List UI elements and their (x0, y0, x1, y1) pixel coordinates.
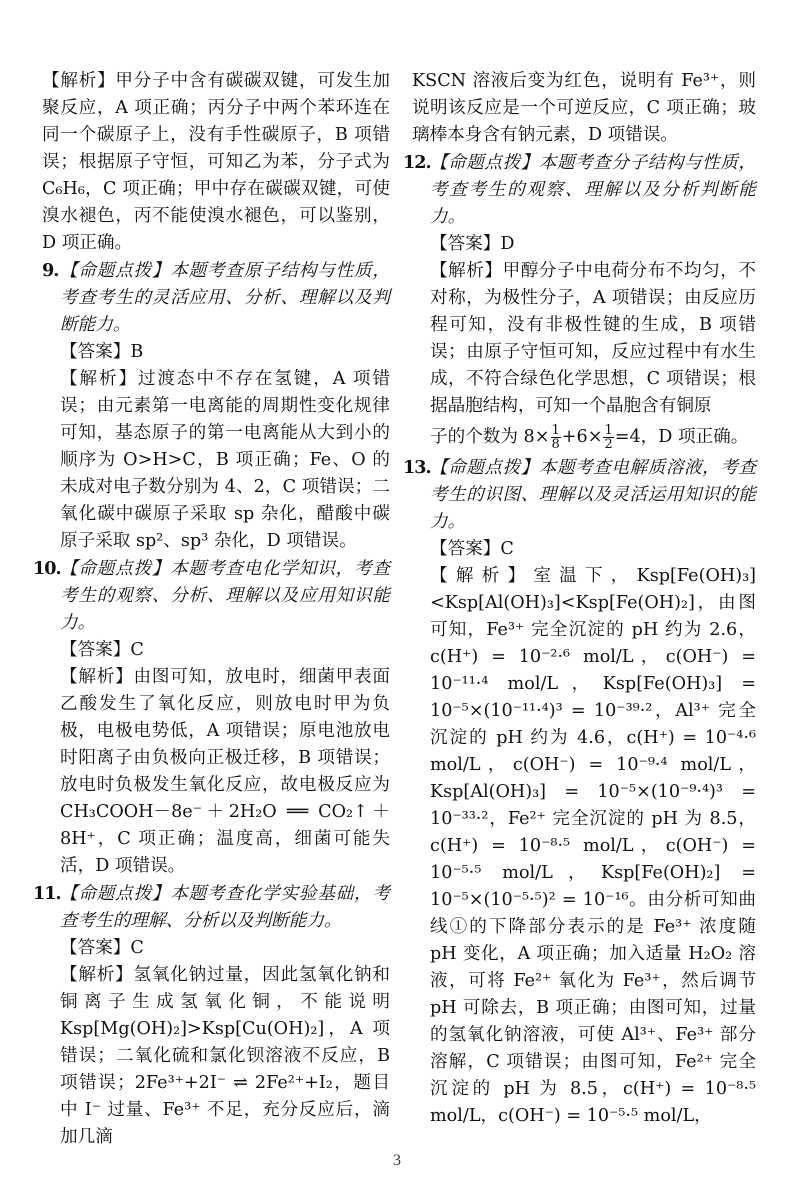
q12-number: 12. (403, 152, 431, 173)
q10-header (33, 555, 390, 637)
fraction-numerator: 1 (604, 422, 613, 438)
q12-answer: 【答案】D (430, 234, 515, 254)
q13-answer: 【答案】C (430, 539, 514, 559)
left-column (33, 68, 390, 1151)
q13-header (403, 454, 756, 536)
q8-analysis: 【解析】甲分子中含有碳碳双键，可发生加聚反应，A 项正确；丙分子中两个苯环连在同一个碳原子上，没有手性碳原子，B 项错误；根据原子守恒，可知乙为苯，分子式为 C₆H₆，C 项正确；甲中存在碳碳双键，可使溴水褪色，丙不能使溴水褪色，可以鉴别，D 项正确。 (42, 71, 390, 253)
right-column (403, 68, 756, 1130)
q9-key-point: 【命题点拨】本题考查原子结构与性质，考查考生的灵活应用、分析、理解以及判断能力。 (60, 261, 390, 335)
q9-analysis: 【解析】过渡态中不存在氢键，A 项错误；由元素第一电离能的周期性变化规律可知，基态原子的第一电离能从大到小的顺序为 O>H>C，B 项正确；Fe、O 的未成对电子数分别为 4、2，C 项错误；二氧化碳中碳原子采取 sp 杂化，醋酸中碳原子采取 sp²、sp³ 杂化，D 项错误。 (60, 369, 390, 551)
q10-number: 10. (33, 558, 61, 579)
q9-answer: 【答案】B (60, 342, 144, 362)
q10-answer: 【答案】C (60, 640, 144, 660)
q12-tail-pre: 子的个数为 8× (430, 427, 550, 447)
fraction-one-eighth (551, 424, 561, 451)
q9-header (42, 257, 390, 339)
q13-analysis: 【解析】室温下，Ksp[Fe(OH)₃]<Ksp[Al(OH)₃]<Ksp[Fe(OH)₂]，由图可知，Fe³⁺ 完全沉淀的 pH 约为 2.6，c(H⁺) = 10⁻²·⁶ mol/L，c(OH⁻) = 10⁻¹¹·⁴ mol/L，Ksp[Fe(OH)₃] = 10⁻⁵×(10⁻¹¹·⁴)³ = 10⁻³⁹·²，Al³⁺ 完全沉淀的 pH 约为 4.6，c(H⁺) = 10⁻⁴·⁶ mol/L，c(OH⁻) = 10⁻⁹·⁴ mol/L，Ksp[Al(OH)₃] = 10⁻⁵×(10⁻⁹·⁴)³ = 10⁻³³·²，Fe²⁺ 完全沉淀的 pH 为 8.5，c(H⁺) = 10⁻⁸·⁵ mol/L，c(OH⁻) = 10⁻⁵·⁵ mol/L，Ksp[Fe(OH)₂] = 10⁻⁵×(10⁻⁵·⁵)² = 10⁻¹⁶。由分析可知曲线①的下降部分表示的是 Fe³⁺ 浓度随 pH 变化，A 项正确；加入适量 H₂O₂ 溶液，可将 Fe²⁺ 氧化为 Fe³⁺，然后调节 pH 可除去，B 项正确；由图可知，过量的氢氧化钠溶液，可使 Al³⁺、Fe³⁺ 部分溶解，C 项错误；由图可知，Fe²⁺ 完全沉淀的 pH 为 8.5，c(H⁺) = 10⁻⁸·⁵ mol/L，c(OH⁻) = 10⁻⁵·⁵ mol/L， (430, 566, 756, 1126)
fraction-one-half (603, 424, 613, 451)
q9-number: 9. (42, 260, 59, 281)
q11-key-point: 【命题点拨】本题考查化学实验基础，考查考生的理解、分析以及判断能力。 (60, 884, 390, 931)
q12-tail-post: =4，D 项正确。 (614, 427, 749, 447)
q12-tail-mid: +6× (561, 427, 603, 447)
q11-analysis-continued: KSCN 溶液后变为红色，说明有 Fe³⁺，则说明该反应是一个可逆反应，C 项正确；玻璃棒本身含有钠元素，D 项错误。 (412, 71, 756, 145)
q12-key-point: 【命题点拨】本题考查分子结构与性质，考查考生的观察、理解以及分析判断能力。 (430, 153, 756, 227)
q13-key-point: 【命题点拨】本题考查电解质溶液，考查考生的识图、理解以及灵活运用知识的能力。 (430, 458, 756, 532)
q11-analysis: 【解析】氢氧化钠过量，因此氢氧化钠和铜离子生成氢氧化铜，不能说明 Ksp[Mg(OH)₂]>Ksp[Cu(OH)₂]，A 项错误；二氧化硫和氯化钡溶液不反应，B 项错误；2Fe³⁺+2I⁻ ⇌ 2Fe²⁺+I₂，题目中 I⁻ 过量、Fe³⁺ 不足，充分反应后，滴加几滴 (60, 965, 390, 1147)
q12-analysis: 【解析】甲醇分子中电荷分布不均匀，不对称，为极性分子，A 项错误；由反应历程可知，没有非极性键的生成，B 项错误；由原子守恒可知，反应过程中有水生成，不符合绿色化学思想，C 项错误；根据晶胞结构，可知一个晶胞含有铜原 (430, 261, 756, 416)
q12-header (403, 149, 756, 231)
q11-header (33, 880, 390, 935)
q13-number: 13. (403, 457, 431, 478)
page-number: 3 (393, 1152, 401, 1169)
q10-key-point: 【命题点拨】本题考查电化学知识，考查考生的观察、分析、理解以及应用知识能力。 (60, 559, 390, 633)
fraction-numerator: 1 (551, 422, 560, 438)
q11-answer: 【答案】C (60, 938, 144, 958)
fraction-denominator: 2 (604, 436, 613, 452)
q12-atom-count-line (412, 420, 756, 454)
q11-number: 11. (33, 883, 61, 904)
q10-analysis: 【解析】由图可知，放电时，细菌甲表面乙酸发生了氧化反应，则放电时甲为负极，电极电势低，A 项错误；原电池放电时阳离子由负极向正极迁移，B 项错误；放电时负极发生氧化反应，故电极反应为 CH₃COOH－8e⁻＋2H₂O ══ CO₂↑＋8H⁺，C 项正确；温度高，细菌可能失活，D 项错误。 (60, 667, 390, 876)
fraction-denominator: 8 (551, 436, 560, 452)
